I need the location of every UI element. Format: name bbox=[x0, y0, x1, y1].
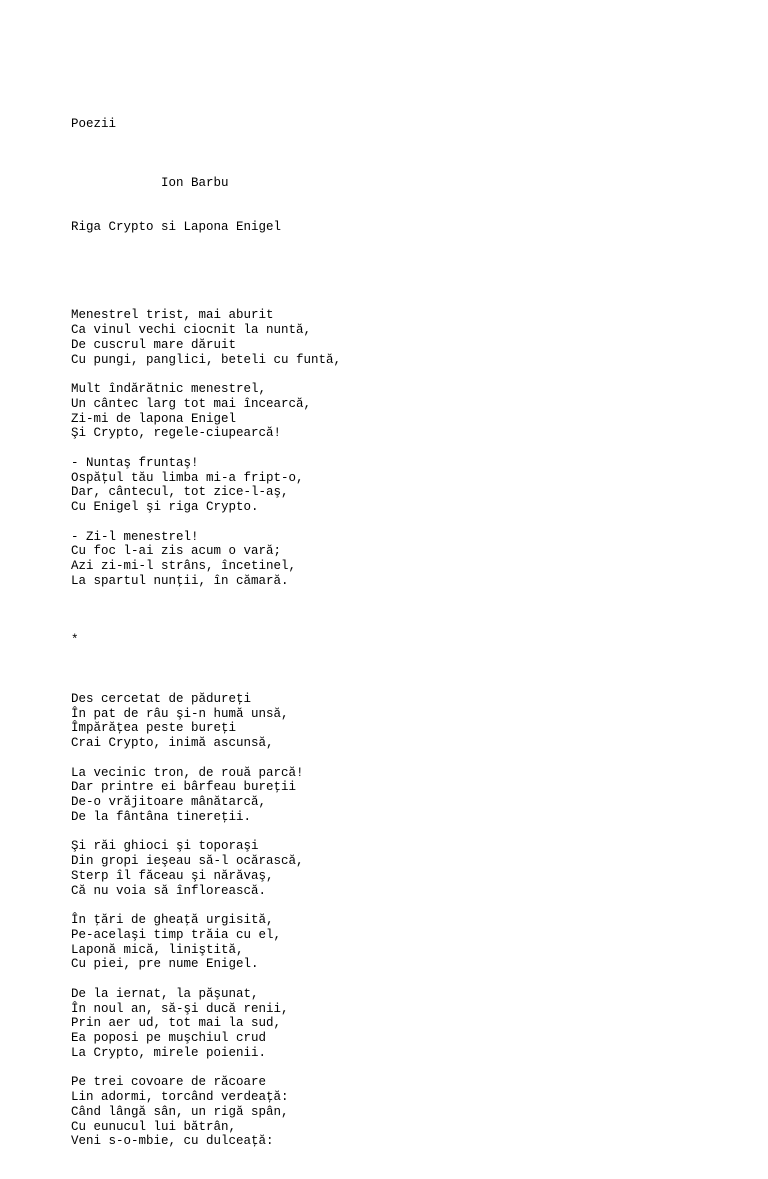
verse-line: Azi zi-mi-l strâns, încetinel, bbox=[71, 559, 297, 573]
verse-line: La spartul nunţii, în cămară. bbox=[71, 573, 289, 588]
stanza bbox=[71, 382, 341, 441]
verse-line: Crai Crypto, inimă ascunsă, bbox=[71, 736, 274, 750]
verse-line: Sterp îl făceau şi nărăvaş, bbox=[71, 868, 274, 883]
verse-line: În ţări de gheaţă urgisită, bbox=[71, 913, 274, 927]
verse-line: Împărăţea peste bureţi bbox=[71, 721, 237, 736]
verse-line: Cu piei, pre nume Enigel. bbox=[71, 957, 259, 972]
verse-line: Pe-acelaşi timp trăia cu el, bbox=[71, 927, 282, 942]
section-separator: * bbox=[71, 632, 79, 647]
verse-line: Cu eunucul lui bătrân, bbox=[71, 1119, 237, 1134]
verse-line: Şi Crypto, regele-ciupearcă! bbox=[71, 426, 282, 441]
verse-line: Pe trei covoare de răcoare bbox=[71, 1075, 267, 1090]
stanza-group-before bbox=[71, 308, 341, 588]
verse-line: Cu foc l-ai zis acum o vară; bbox=[71, 544, 282, 559]
verse-line: Lin adormi, torcând verdeaţă: bbox=[71, 1090, 289, 1104]
verse-line: Cu pungi, panglici, beteli cu funtă, bbox=[71, 352, 342, 367]
stanza bbox=[71, 839, 341, 898]
document-title: Poezii bbox=[71, 116, 117, 131]
verse-line: Un cântec larg tot mai încearcă, bbox=[71, 396, 312, 411]
stanza bbox=[71, 456, 341, 515]
document-page bbox=[71, 87, 341, 1179]
verse-line: Zi-mi de lapona Enigel bbox=[71, 411, 237, 426]
stanza bbox=[71, 913, 341, 972]
verse-line: De-o vrăjitoare mânătarcă, bbox=[71, 795, 267, 809]
verse-line: În pat de râu şi-n humă unsă, bbox=[71, 706, 289, 721]
verse-line: La vecinic tron, de rouă parcă! bbox=[71, 765, 304, 780]
verse-line: Şi răi ghioci şi toporaşi bbox=[71, 839, 259, 854]
verse-line: Cu Enigel şi riga Crypto. bbox=[71, 500, 259, 514]
verse-line: Dar printre ei bârfeau bureţii bbox=[71, 780, 297, 795]
stanza bbox=[71, 1075, 341, 1149]
verse-line: De la iernat, la păşunat, bbox=[71, 986, 259, 1001]
verse-line: Des cercetat de pădureţi bbox=[71, 691, 252, 706]
stanza bbox=[71, 766, 341, 825]
verse-line: Ospăţul tău limba mi-a fript-o, bbox=[71, 470, 304, 485]
verse-line: Că nu voia să înflorească. bbox=[71, 883, 267, 898]
verse-line: Laponă mică, liniştită, bbox=[71, 942, 244, 957]
verse-line: De cuscrul mare dăruit bbox=[71, 337, 237, 352]
stanza bbox=[71, 692, 341, 751]
verse-line: Din gropi ieşeau să-l ocărască, bbox=[71, 854, 304, 868]
stanza-group-after bbox=[71, 692, 341, 1149]
verse-line: - Nuntaş fruntaş! bbox=[71, 455, 199, 470]
blank-line bbox=[71, 264, 341, 279]
verse-line: Când lângă sân, un rigă spân, bbox=[71, 1104, 289, 1119]
verse-line: Menestrel trist, mai aburit bbox=[71, 308, 274, 323]
stanza bbox=[71, 530, 341, 589]
verse-line: La Crypto, mirele poienii. bbox=[71, 1045, 267, 1060]
verse-line: - Zi-l menestrel! bbox=[71, 529, 199, 544]
verse-line: Veni s-o-mbie, cu dulceaţă: bbox=[71, 1134, 274, 1149]
poem-author: Ion Barbu bbox=[161, 175, 229, 190]
verse-line: În noul an, să-şi ducă renii, bbox=[71, 1001, 289, 1016]
verse-line: Prin aer ud, tot mai la sud, bbox=[71, 1016, 282, 1031]
verse-line: Dar, cântecul, tot zice-l-aş, bbox=[71, 485, 289, 500]
stanza bbox=[71, 308, 341, 367]
poem-title: Riga Crypto si Lapona Enigel bbox=[71, 219, 282, 234]
verse-line: Mult îndărătnic menestrel, bbox=[71, 382, 267, 396]
verse-line: Ca vinul vechi ciocnit la nuntă, bbox=[71, 323, 312, 337]
verse-line: Ea poposi pe muşchiul crud bbox=[71, 1031, 267, 1045]
verse-line: De la fântâna tinereţii. bbox=[71, 809, 252, 824]
